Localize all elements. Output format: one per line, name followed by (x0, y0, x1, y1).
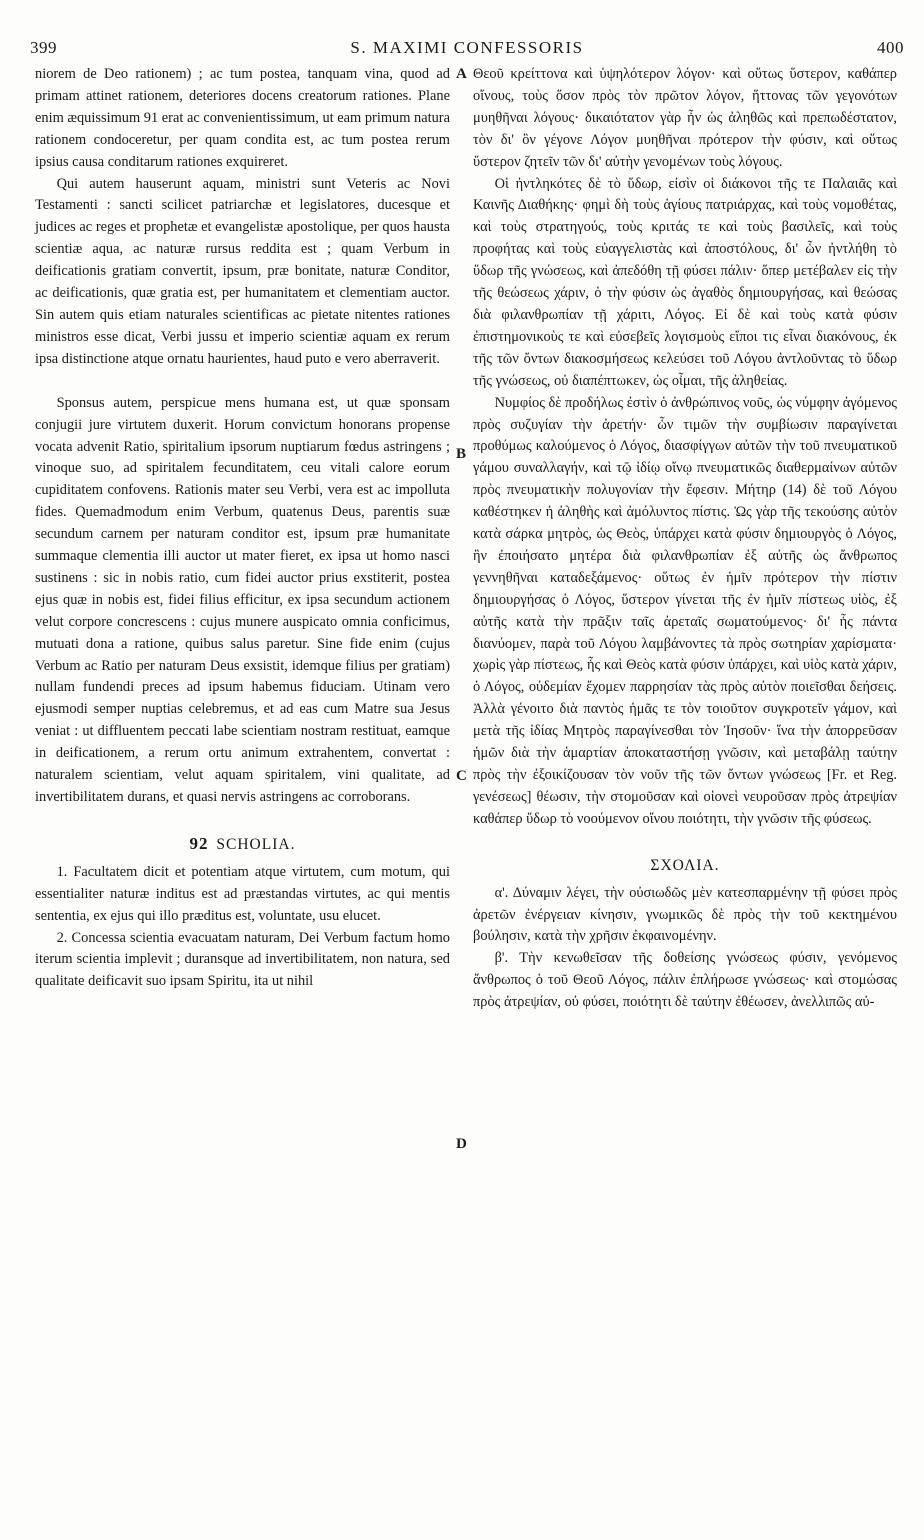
latin-paragraph: Sponsus autem, perspicue mens humana est, ut quæ sponsam conjugii jure virtutem duxerit. Horum convictum honorans propense vocata advenit Ratio, spiritalium ipsorum nuptiarum fœdus astringens ; vinoque suo, ad spiritalem fecunditatem, ceu vitali calore eorum cupiditatem confovens. Rationis mater seu Verbi, vera est ac impolluta fides. Quemadmodum enim Verbum, quatenus Deus, parentis suæ secundum carnem per naturam conditor est, ipsum præ humanitate summaque clementia illi auctor ut mater fieret, ex ipsa ut homo nasci sustinens : sic in nobis ratio, cum fidei auctor prius exstiterit, postea ejus quæ in nobis est, fidei filius efficitur, ex ipsa secundum actionem velut corpore concrescens : cujus munere auspicato omnia conficimus, mutuati dona a ratione, quibus salus paretur. Sine fide enim (cujus Verbum ac Ratio per naturam Deus exsistit, idemque filius per gratiam) nullam fundendi preces ad ipsum habemus fiduciam. Utinam vero ejusmodi semper nuptias celebremus, et ad eas cum Matre sua Jesus veniat : ut diffluentem peccati labe scientiam nostram restituat, eamque in deificationem, a rerum ortu animum extrahentem, convertat : naturalem scientiam, velut aquam spiritalem, vini qualitate, ad invertibilitatem durans, et quasi nervis astringens ac corroborans. (35, 394, 450, 805)
page-number-right: 400 (877, 38, 904, 57)
latin-scholia-heading (35, 833, 450, 856)
greek-paragraph: Νυμφίος δὲ προδήλως ἐστὶν ὁ ἀνθρώπινος νοῦς, ὡς νύμφην ἀγόμενος πρὸς συζυγίαν τὴν ἀρετήν· ὧν τιμῶν τὴν συμβίωσιν παραγίνεται προθύμως καλούμενος ὁ Λόγος, διασφίγγων αὐτῶν τὴν τοῦ πνευματικοῦ γάμου συναλλαγήν, καὶ τῷ ἰδίῳ οἴνῳ πνευματικῶς διαθερμαίνων αὐτῶν πρὸς πνευματικὴν πολυγονίαν τὴν ἔφεσιν. Μήτηρ (14) δὲ τοῦ Λόγου καθέστηκεν ἡ ἀληθὴς καὶ ἀμόλυντος πίστις. Ὡς γὰρ τῆς τεκούσης αὐτὸν κατὰ σάρκα μητρὸς, ὡς Θεὸς, ὑπάρχει κατὰ φύσιν δημιουργὸς ὁ Λόγος, ἣν ἐποιήσατο μητέρα διὰ φιλανθρωπίαν ἐξ αὐτῆς ὡς ἄνθρωπος γεννηθῆναι καταδεξάμενος· οὕτως ἐν ἡμῖν πρότερον τὴν πίστιν δημιουργήσας ὁ Λόγος, ὕστερον γίνεται τῆς ἐν ἡμῖν πίστεως υἱὸς, ἐξ αὐτῆς κατὰ τὴν πρᾶξιν ταῖς ἀρεταῖς σωματούμενος· δι' ἧς πάντα διανύομεν, παρὰ τοῦ Λόγου λαμβάνοντες τὰ πρὸς σωτηρίαν χαρίσματα· χωρὶς γὰρ πίστεως, ἧς καὶ Θεὸς κατὰ φύσιν ὑπάρχει, καὶ υἱὸς κατὰ χάριν, ὁ Λόγος, οὐδεμίαν ἔχομεν παρρησίαν τὰς πρὸς αὐτὸν ποιεῖσθαι δεήσεις. Ἀλλὰ γένοιτο διὰ παντὸς ἡμᾶς τε τὸν τοιοῦτον συγκροτεῖν γάμον, καὶ μετὰ τῆς ἰδίας Μητρὸς παραγίνεσθαι τὸν Ἰησοῦν· ἵνα τὴν ἀπορρεῦσαν ἡμῶν διὰ τὴν ἁμαρτίαν ἀποκαταστήσῃ γνῶσιν, καὶ μεταβάλῃ ταύτην πρὸς τὴν ἐξοικίζουσαν τὸν νοῦν τῆς τῶν ὄντων γνώσεως [Fr. et Reg. γενέσεως] θέωσιν, τὴν στομοῦσαν καὶ οἱονεὶ νευροῦσαν πρὸς ἀτρεψίαν καθάπερ ὕδωρ τὸ νοούμενον οἴνου ποιότητι, τὴν γνῶσιν τῆς φύσεως. (473, 394, 897, 827)
page-number-left: 399 (30, 38, 57, 57)
margin-letter-b: B (456, 446, 467, 462)
greek-paragraph: Οἱ ἠντληκότες δὲ τὸ ὕδωρ, εἰσὶν οἱ διάκονοι τῆς τε Παλαιᾶς καὶ Καινῆς Διαθήκης· φημὶ δὴ τοὺς ἁγίους πατριάρχας, καὶ τοὺς νομοθέτας, καὶ τοὺς στρατηγούς, τοὺς κριτάς τε καὶ τοὺς βασιλεῖς, καὶ τοὺς προφήτας καὶ τοὺς εὐαγγελιστὰς καὶ ἀποστόλους, δι' ὧν ἠντλήθη τὸ ὕδωρ τῆς γνώσεως, καὶ ἀπεδόθη τῇ φύσει πάλιν· ὅπερ μετέβαλεν εἰς τὴν τῆς θεώσεως χάριν, ὁ τὴν φύσιν ὡς ἀγαθὸς δημιουργήσας, καὶ θεώσας διὰ φιλανθρωπίαν τῇ χάριτι, Λόγος. Εἰ δὲ καὶ τοὺς κατὰ φύσιν ἐπιστημονικοὺς τε καὶ εὐσεβεῖς λογισμοὺς εἴποι τις εἶναι διακόνους, ἐκ τῆς τῶν ὄντων διακοσμήσεως κελεύσει τοῦ Λόγου ἀντλοῦντας τὸ ὕδωρ τῆς γνώσεως, οὐ διαπέπτωκεν, ὡς οἶμαι, τῆς ἀληθείας. (473, 175, 897, 389)
greek-scholion: α'. Δύναμιν λέγει, τὴν οὐσιωδῶς μὲν κατεσπαρμένην τῇ φύσει πρὸς ἀρετῶν ἐνέργειαν κίνησιν, γνωμικῶς δὲ πρὸς τὴν τοῦ κεκτημένου βούλησιν, κατὰ τὴν χρῆσιν ἐκφαινομένην. (473, 884, 897, 945)
latin-scholion: 1. Facultatem dicit et potentiam atque virtutem, cum motum, qui essentialiter naturæ inditus est ad præstandas virtutes, ac qui mentis sententia, ex ejus qui illo præditus est, voluntate, usu elucet. (35, 863, 450, 924)
latin-paragraph: Qui autem hauserunt aquam, ministri sunt Veteris ac Novi Testamenti : sancti scilicet patriarchæ et legislatores, ducesque et judices ac reges et prophetæ et evangelistæ apostolique, per quos hausta scientiæ aqua, ac naturæ rursus reddita est ; quam Verbum in deificationis gratiam convertit, ipsum, præ bonitate, naturæ Conditor, ac deificationis, quæ gratia est, per humanitatem et clementiam auctor. Sin autem quis etiam naturales scientificas ac pietate nitentes rationes ministros esse dicat, Verbi jussu et imperio scientiæ aquam ex rerum ipsa distinctione atque ornatu haurientes, haud puto e vero aberraverit. (35, 175, 450, 367)
latin-scholia-title: SCHOLIA. (216, 835, 296, 853)
greek-scholia-heading (473, 855, 897, 877)
latin-paragraph: niorem de Deo rationem) ; ac tum postea, tanquam vina, quod ad primam attinet rationem, deteriores docens creatorum rationes. Plane enim æquissimum 91 erat ac convenientissimum, ut eam primum natura rationem condoceretur, per quam condita est, ac tum postea rerum ipsius causa conditarum rationes exquireret. (35, 66, 450, 170)
latin-scholia-number: 92 (189, 833, 209, 853)
greek-scholion: β'. Τὴν κενωθεῖσαν τῆς δοθείσης γνώσεως φύσιν, γενόμενος ἄνθρωπος ὁ τοῦ Θεοῦ Λόγος, πάλιν ἐπλήρωσε γνώσεως· καὶ στομώσας πρὸς ἀτρεψίαν, οὐ φύσει, ποιότητι δὲ ταύτην ἐθέωσεν, ἀνελλιπῶς αὐ- (473, 950, 897, 1011)
greek-paragraph: Θεοῦ κρείττονα καὶ ὑψηλότερον λόγον· καὶ οὕτως ὕστερον, καθάπερ οἴνους, τοὺς ὅσον πρὸς τὸν πρῶτον λόγον, ἥττονας τῶν γεγονότων μυηθῆναι λόγους· δικαιότατον γὰρ ἦν ὡς ἀληθῶς καὶ πρεπωδέστατον, τὸν δι' ὃν γέγονε Λόγον μυηθῆναι πρότερον τὴν φύσιν, καὶ οὕτως ὕστερον ζητεῖν τῶν δι' αὐτὴν γενομένων τοὺς λόγους. (473, 66, 897, 170)
margin-letter-c: C (456, 768, 467, 784)
running-title: S. MAXIMI CONFESSORIS (350, 38, 584, 57)
latin-scholion: 2. Concessa scientia evacuatam naturam, Dei Verbum factum homo iterum scientia implevit ; duransque ad invertibilitatem, non natura, sed qualitate deificavit suo ipsam Spiritu, ita ut nihil (35, 929, 450, 990)
greek-scholia-title: ΣΧΟΛΙΑ. (650, 856, 720, 874)
paragraph-gap (35, 371, 450, 393)
greek-column (473, 64, 897, 1014)
margin-letter-d: D (456, 1136, 467, 1152)
running-head (30, 38, 904, 60)
margin-letter-a: A (456, 66, 467, 82)
latin-column (35, 64, 450, 993)
